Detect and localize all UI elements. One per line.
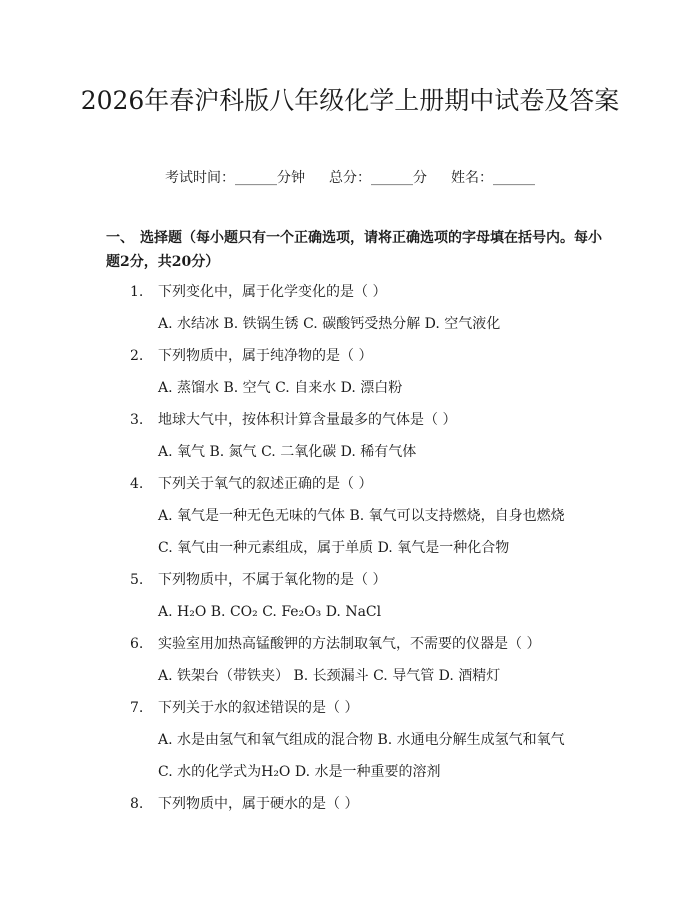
question-4-options-line-1: A. 氧气是一种无色无味的气体 B. 氧气可以支持燃烧，自身也燃烧 xyxy=(158,508,565,524)
question-8 xyxy=(130,794,358,814)
question-number: 3. xyxy=(130,412,144,428)
page-title: 2026年春沪科版八年级化学上册期中试卷及答案 xyxy=(80,86,620,115)
question-2-options: A. 蒸馏水 B. 空气 C. 自来水 D. 漂白粉 xyxy=(158,380,403,396)
question-text: 下列变化中，属于化学变化的是（ ） xyxy=(158,284,387,300)
question-5 xyxy=(130,570,386,590)
question-number: 7. xyxy=(130,700,144,716)
total-score-label: 总分：______分 xyxy=(329,170,427,186)
question-5-options: A. H₂O B. CO₂ C. Fe₂O₃ D. NaCl xyxy=(158,604,382,620)
question-6-options: A. 铁架台（带铁夹） B. 长颈漏斗 C. 导气管 D. 酒精灯 xyxy=(158,668,501,684)
question-6 xyxy=(130,634,540,654)
question-2 xyxy=(130,346,372,366)
question-1-options: A. 水结冰 B. 铁锅生锈 C. 碳酸钙受热分解 D. 空气液化 xyxy=(158,316,501,332)
question-3 xyxy=(130,410,456,430)
question-number: 4. xyxy=(130,476,144,492)
exam-meta xyxy=(0,168,700,188)
question-number: 2. xyxy=(130,348,144,364)
question-3-options: A. 氧气 B. 氮气 C. 二氧化碳 D. 稀有气体 xyxy=(158,444,417,460)
exam-time-label: 考试时间：______分钟 xyxy=(165,170,305,186)
section-heading xyxy=(106,226,602,274)
question-number: 6. xyxy=(130,636,144,652)
question-text: 下列物质中，不属于氧化物的是（ ） xyxy=(158,572,387,588)
question-1 xyxy=(130,282,386,302)
question-7-options-line-1: A. 水是由氢气和氧气组成的混合物 B. 水通电分解生成氢气和氧气 xyxy=(158,732,565,748)
question-number: 1. xyxy=(130,284,144,300)
question-number: 5. xyxy=(130,572,144,588)
question-text: 下列关于水的叙述错误的是（ ） xyxy=(158,700,359,716)
question-4-options-line-2: C. 氧气由一种元素组成，属于单质 D. 氧气是一种化合物 xyxy=(158,540,510,556)
question-7 xyxy=(130,698,358,718)
question-4 xyxy=(130,474,372,494)
section-number: 一、 xyxy=(106,230,134,246)
question-text: 下列物质中，属于纯净物的是（ ） xyxy=(158,348,373,364)
section-title: 选择题（每小题只有一个正确选项，请将正确选项的字母填在括号内。每小题2分，共20分） xyxy=(106,230,602,270)
question-text: 地球大气中，按体积计算含量最多的气体是（ ） xyxy=(158,412,457,428)
question-text: 下列物质中，属于硬水的是（ ） xyxy=(158,796,359,812)
student-name-label: 姓名：______ xyxy=(451,170,535,186)
question-text: 实验室用加热高锰酸钾的方法制取氧气，不需要的仪器是（ ） xyxy=(158,636,541,652)
question-text: 下列关于氧气的叙述正确的是（ ） xyxy=(158,476,373,492)
question-number: 8. xyxy=(130,796,144,812)
question-7-options-line-2: C. 水的化学式为H₂O D. 水是一种重要的溶剂 xyxy=(158,764,441,780)
